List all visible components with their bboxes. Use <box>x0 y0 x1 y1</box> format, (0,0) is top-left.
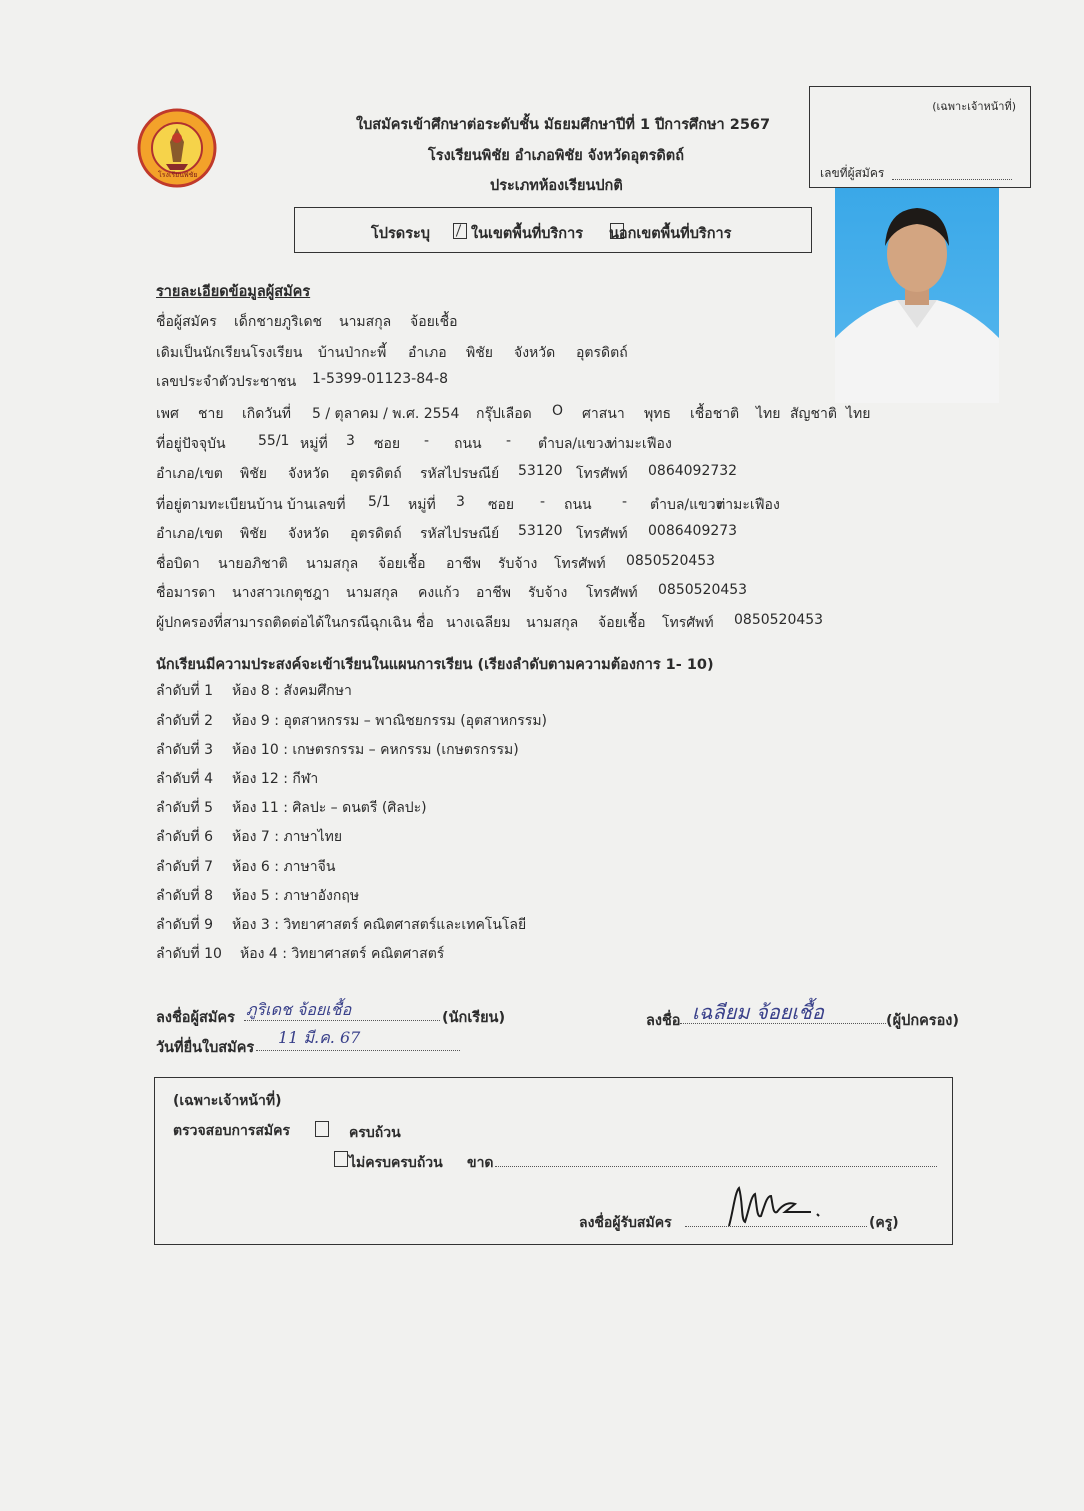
province-label: จังหวัด <box>514 345 556 361</box>
reg-tambon-label: ตำบล/แขวง <box>650 497 723 513</box>
applicant-photo <box>835 188 999 403</box>
complete-checkbox[interactable] <box>315 1121 329 1137</box>
father-surname: จ้อยเชื้อ <box>378 556 426 572</box>
preference-order: ลำดับที่ 7 <box>156 859 214 875</box>
surname: จ้อยเชื้อ <box>410 314 458 330</box>
guardian-phone-label: โทรศัพท์ <box>662 615 714 631</box>
in-area-label: ในเขตพื้นที่บริการ <box>471 226 584 242</box>
cur-road-label: ถนน <box>454 436 482 452</box>
preference-room: ห้อง 6 : ภาษาจีน <box>232 859 336 875</box>
father-job: รับจ้าง <box>498 556 538 572</box>
nationality: ไทย <box>846 406 871 422</box>
staff-box <box>154 1077 953 1245</box>
class-type: ประเภทห้องเรียนปกติ <box>490 178 623 194</box>
office-note: (เฉพาะเจ้าหน้าที่) <box>932 100 1016 113</box>
reg-phone-label: โทรศัพท์ <box>576 526 628 542</box>
preference-order: ลำดับที่ 8 <box>156 888 214 904</box>
race-label: เชื้อชาติ <box>690 406 740 422</box>
missing-label: ขาด <box>467 1155 494 1171</box>
reg-postcode: 53120 <box>518 523 563 539</box>
preference-order: ลำดับที่ 4 <box>156 771 214 787</box>
sex: ชาย <box>198 406 224 422</box>
preference-room: ห้อง 4 : วิทยาศาสตร์ คณิตศาสตร์ <box>240 946 445 962</box>
area-selection-box <box>294 207 812 253</box>
receiver-role: (ครู) <box>869 1215 899 1231</box>
form-title: ใบสมัครเข้าศึกษาต่อระดับชั้น มัธยมศึกษาปีที่ 1 ปีการศึกษา 2567 <box>356 117 771 133</box>
preference-order: ลำดับที่ 3 <box>156 742 214 758</box>
father-name: นายอภิชาติ <box>218 556 288 572</box>
cur-phone-label: โทรศัพท์ <box>576 466 628 482</box>
cur-house: 55/1 <box>258 433 290 449</box>
reg-tambon: ท่ามะเฟือง <box>716 497 780 513</box>
preference-room: ห้อง 8 : สังคมศึกษา <box>232 683 352 699</box>
applicant-no-label: เลขที่ผู้สมัคร <box>820 166 885 180</box>
preference-order: ลำดับที่ 10 <box>156 946 222 962</box>
surname-label: นามสกุล <box>339 314 392 330</box>
mother-job: รับจ้าง <box>528 585 568 601</box>
mother-label: ชื่อมารดา <box>156 585 216 601</box>
applicant-sign-label: ลงชื่อผู้สมัคร <box>156 1010 235 1026</box>
guardian-signature: เฉลียม จ้อยเชื้อ <box>692 1000 824 1024</box>
reg-phone: 0086409273 <box>648 523 738 539</box>
cur-addr-label: ที่อยู่ปัจจุบัน <box>156 436 226 452</box>
guardian-label: ผู้ปกครองที่สามารถติดต่อได้ในกรณีฉุกเฉิน ชื่อ <box>156 615 434 631</box>
cur-amphoe-label: อำเภอ/เขต <box>156 466 223 482</box>
complete-label: ครบถ้วน <box>349 1125 401 1141</box>
reg-moo: 3 <box>456 494 465 510</box>
name-label: ชื่อผู้สมัคร <box>156 314 217 330</box>
incomplete-checkbox[interactable] <box>334 1151 348 1167</box>
reg-province-label: จังหวัด <box>288 526 330 542</box>
prev-school: บ้านป่ากะพี้ <box>318 345 387 361</box>
prev-school-label: เดิมเป็นนักเรียนโรงเรียน <box>156 345 303 361</box>
father-label: ชื่อบิดา <box>156 556 200 572</box>
reg-moo-label: หมู่ที่ <box>408 497 436 513</box>
mother-phone: 0850520453 <box>658 582 748 598</box>
check-label: ตรวจสอบการสมัคร <box>173 1123 291 1139</box>
cur-tambon: ท่ามะเฟือง <box>608 436 672 452</box>
logo-caption: โรงเรียนพิชัย <box>158 171 198 179</box>
area-label: โปรดระบุ <box>371 226 430 242</box>
birth-label: เกิดวันที่ <box>242 406 292 422</box>
reg-amphoe-label: อำเภอ/เขต <box>156 526 223 542</box>
id-label: เลขประจำตัวประชาชน <box>156 374 297 390</box>
preference-room: ห้อง 5 : ภาษาอังกฤษ <box>232 888 360 904</box>
blood: O <box>552 403 564 419</box>
guardian-surname-label: นามสกุล <box>526 615 579 631</box>
guardian-sign-label: ลงชื่อ <box>646 1013 681 1029</box>
first-name: เด็กชายภูริเดช <box>234 314 323 330</box>
religion-label: ศาสนา <box>582 406 625 422</box>
receiver-label: ลงชื่อผู้รับสมัคร <box>579 1215 672 1231</box>
office-box <box>809 86 1031 188</box>
father-phone-label: โทรศัพท์ <box>554 556 606 572</box>
cur-road: - <box>506 433 512 449</box>
preference-order: ลำดับที่ 5 <box>156 800 214 816</box>
reg-province: อุตรดิตถ์ <box>350 526 402 542</box>
details-title: รายละเอียดข้อมูลผู้สมัคร <box>156 284 311 300</box>
mother-phone-label: โทรศัพท์ <box>586 585 638 601</box>
reg-soi: - <box>540 494 546 510</box>
cur-moo-label: หมู่ที่ <box>300 436 328 452</box>
reg-addr-label: ที่อยู่ตามทะเบียนบ้าน บ้านเลขที่ <box>156 497 346 513</box>
applicant-signature: ภูริเดช จ้อยเชื้อ <box>246 1000 352 1019</box>
reg-amphoe: พิชัย <box>240 526 267 542</box>
preference-room: ห้อง 3 : วิทยาศาสตร์ คณิตศาสตร์และเทคโนโลยี <box>232 917 527 933</box>
nationality-label: สัญชาติ <box>790 406 837 422</box>
cur-postcode: 53120 <box>518 463 563 479</box>
reg-house: 5/1 <box>368 494 391 510</box>
preference-order: ลำดับที่ 6 <box>156 829 214 845</box>
cur-postcode-label: รหัสไปรษณีย์ <box>420 466 500 482</box>
reg-postcode-label: รหัสไปรษณีย์ <box>420 526 500 542</box>
guardian-phone: 0850520453 <box>734 612 824 628</box>
school-name: โรงเรียนพิชัย อำเภอพิชัย จังหวัดอุตรดิตถ์ <box>428 148 684 164</box>
cur-tambon-label: ตำบล/แขวง <box>538 436 611 452</box>
cur-soi: - <box>424 433 430 449</box>
sex-label: เพศ <box>156 406 179 422</box>
father-job-label: อาชีพ <box>446 556 481 572</box>
district: พิชัย <box>466 345 493 361</box>
father-phone: 0850520453 <box>626 553 716 569</box>
incomplete-label: ไม่ครบครบถ้วน <box>349 1155 443 1171</box>
in-area-checkbox[interactable] <box>453 223 467 239</box>
cur-province-label: จังหวัด <box>288 466 330 482</box>
reg-road: - <box>622 494 628 510</box>
guardian-surname: จ้อยเชื้อ <box>598 615 646 631</box>
preference-room: ห้อง 10 : เกษตรกรรม – คหกรรม (เกษตรกรรม) <box>232 742 519 758</box>
missing-line[interactable] <box>495 1166 937 1167</box>
district-label: อำเภอ <box>408 345 447 361</box>
date-label: วันที่ยื่นใบสมัคร <box>156 1040 255 1056</box>
staff-title: (เฉพาะเจ้าหน้าที่) <box>173 1093 282 1109</box>
id-number: 1-5399-01123-84-8 <box>312 371 449 387</box>
reg-soi-label: ซอย <box>488 497 515 513</box>
reg-road-label: ถนน <box>564 497 592 513</box>
preferences-title: นักเรียนมีความประสงค์จะเข้าเรียนในแผนการเรียน (เรียงลำดับตามความต้องการ 1- 10) <box>156 657 714 673</box>
preference-order: ลำดับที่ 9 <box>156 917 214 933</box>
out-area-label: นอกเขตพื้นที่บริการ <box>609 226 732 242</box>
preference-room: ห้อง 11 : ศิลปะ – ดนตรี (ศิลปะ) <box>232 800 427 816</box>
cur-amphoe: พิชัย <box>240 466 267 482</box>
province: อุตรดิตถ์ <box>576 345 628 361</box>
birth: 5 / ตุลาคม / พ.ศ. 2554 <box>312 406 460 422</box>
cur-moo: 3 <box>346 433 355 449</box>
preference-room: ห้อง 7 : ภาษาไทย <box>232 829 343 845</box>
mother-job-label: อาชีพ <box>476 585 511 601</box>
applicant-role: (นักเรียน) <box>442 1010 506 1026</box>
cur-phone: 0864092732 <box>648 463 738 479</box>
religion: พุทธ <box>644 406 672 422</box>
date-value: 11 มี.ค. 67 <box>278 1028 361 1047</box>
preference-order: ลำดับที่ 2 <box>156 713 214 729</box>
cur-soi-label: ซอย <box>374 436 401 452</box>
school-logo <box>136 108 218 188</box>
preference-room: ห้อง 12 : กีฬา <box>232 771 319 787</box>
race: ไทย <box>756 406 781 422</box>
cur-province: อุตรดิตถ์ <box>350 466 402 482</box>
guardian-role: (ผู้ปกครอง) <box>886 1013 960 1029</box>
father-surname-label: นามสกุล <box>306 556 359 572</box>
mother-surname-label: นามสกุล <box>346 585 399 601</box>
blood-label: กรุ๊ปเลือด <box>476 406 532 422</box>
guardian-name: นางเฉลียม <box>446 615 511 631</box>
preference-room: ห้อง 9 : อุตสาหกรรม – พาณิชยกรรม (อุตสาหกรรม) <box>232 713 548 729</box>
mother-name: นางสาวเกตุชฎา <box>232 585 330 601</box>
mother-surname: คงแก้ว <box>418 585 460 601</box>
applicant-no-line[interactable] <box>892 179 1012 180</box>
receiver-signature <box>725 1182 835 1230</box>
preference-order: ลำดับที่ 1 <box>156 683 214 699</box>
